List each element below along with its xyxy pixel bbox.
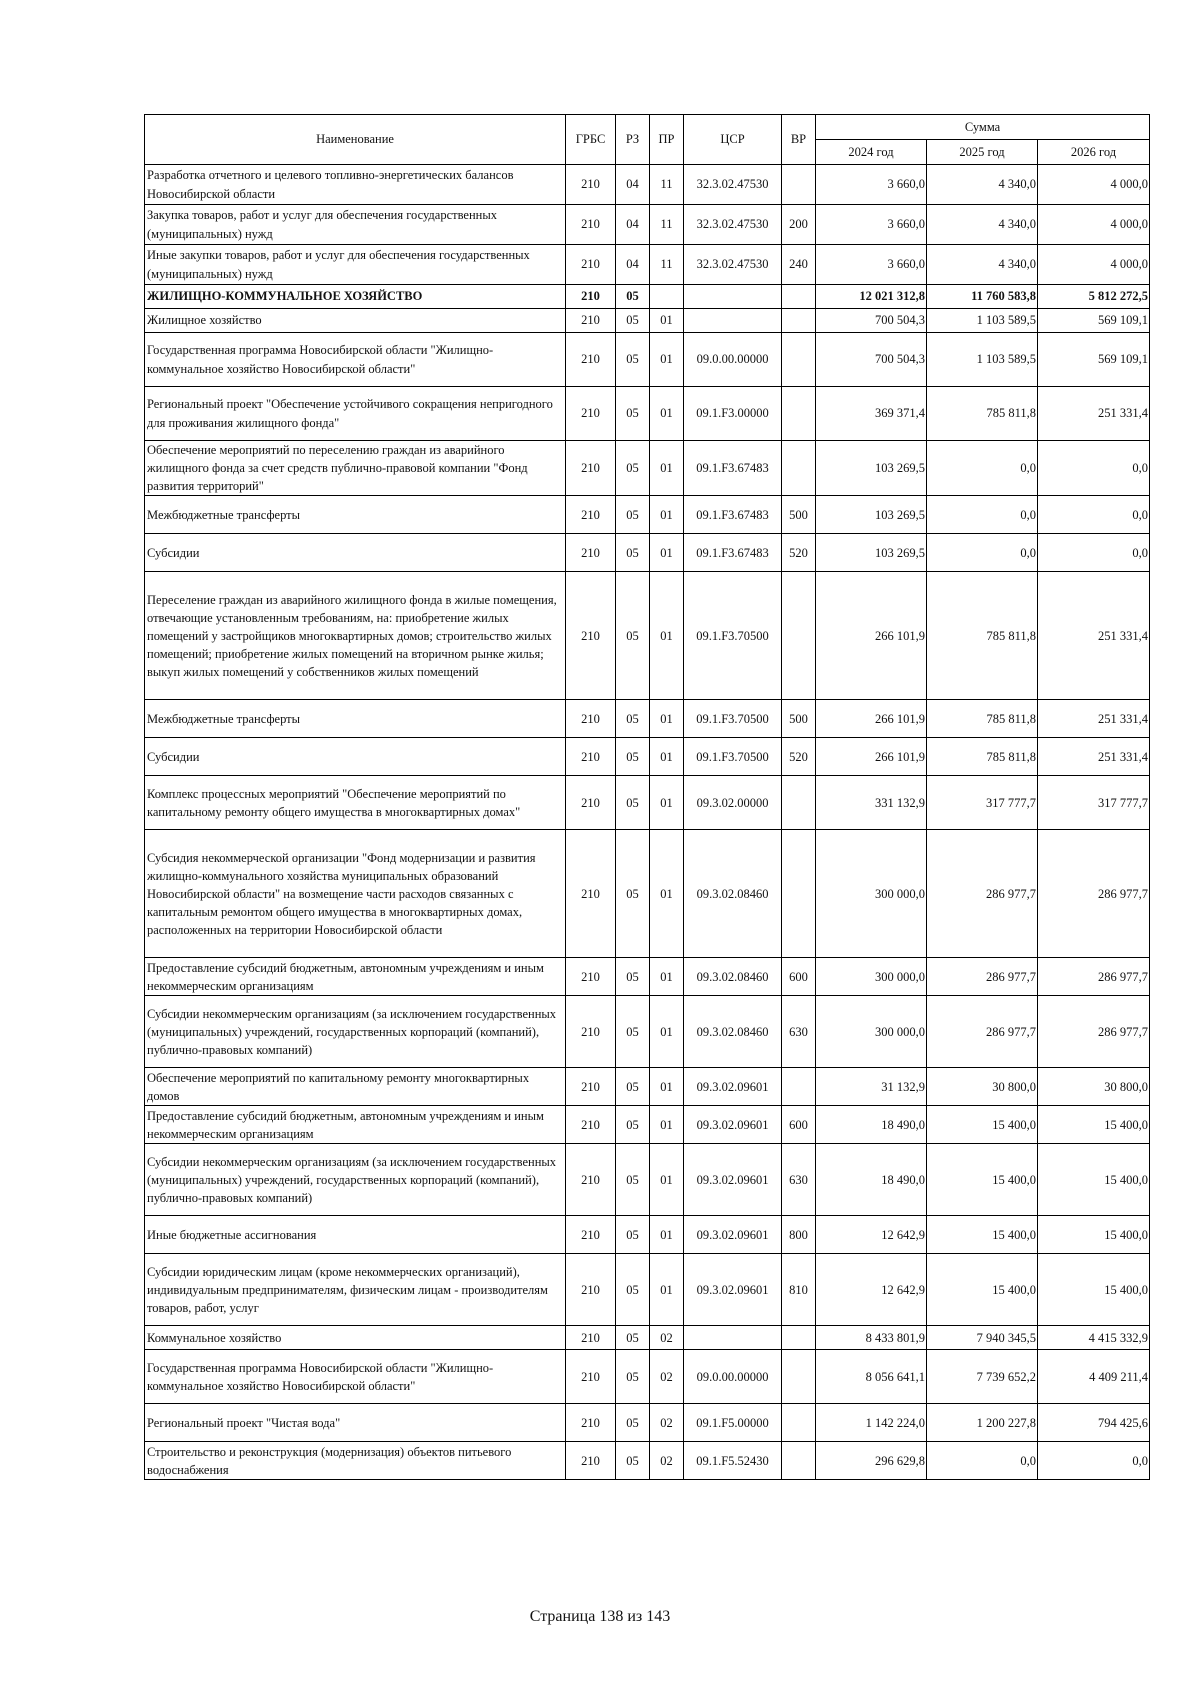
row-amount-2026: 0,0 bbox=[1038, 441, 1150, 496]
row-csr: 09.1.F3.70500 bbox=[684, 572, 782, 700]
row-amount-2025: 15 400,0 bbox=[927, 1106, 1038, 1144]
table-row bbox=[145, 996, 1150, 1068]
table-row bbox=[145, 534, 1150, 572]
row-amount-2025: 7 940 345,5 bbox=[927, 1326, 1038, 1350]
row-rz: 05 bbox=[616, 738, 650, 776]
row-vr bbox=[782, 1442, 816, 1480]
row-amount-2026: 15 400,0 bbox=[1038, 1216, 1150, 1254]
header-year-2026: 2026 год bbox=[1038, 140, 1150, 165]
row-vr bbox=[782, 776, 816, 830]
row-vr bbox=[782, 1350, 816, 1404]
row-grbs: 210 bbox=[566, 441, 616, 496]
row-pr: 11 bbox=[650, 205, 684, 245]
row-name: Субсидии bbox=[145, 738, 566, 776]
row-amount-2026: 30 800,0 bbox=[1038, 1068, 1150, 1106]
budget-table-container bbox=[144, 114, 1149, 1480]
row-pr: 01 bbox=[650, 776, 684, 830]
row-rz: 04 bbox=[616, 165, 650, 205]
row-csr: 32.3.02.47530 bbox=[684, 245, 782, 285]
row-amount-2025: 15 400,0 bbox=[927, 1144, 1038, 1216]
row-csr: 09.3.02.08460 bbox=[684, 958, 782, 996]
row-rz: 05 bbox=[616, 1326, 650, 1350]
row-csr bbox=[684, 309, 782, 333]
row-grbs: 210 bbox=[566, 534, 616, 572]
row-amount-2026: 4 000,0 bbox=[1038, 165, 1150, 205]
row-amount-2024: 3 660,0 bbox=[816, 165, 927, 205]
row-pr: 01 bbox=[650, 1106, 684, 1144]
row-amount-2024: 103 269,5 bbox=[816, 496, 927, 534]
row-vr: 810 bbox=[782, 1254, 816, 1326]
row-grbs: 210 bbox=[566, 1106, 616, 1144]
row-name: Субсидии bbox=[145, 534, 566, 572]
row-pr: 01 bbox=[650, 1144, 684, 1216]
row-name: Государственная программа Новосибирской области "Жилищно-коммунальное хозяйство Новосибирской области" bbox=[145, 1350, 566, 1404]
row-pr: 01 bbox=[650, 572, 684, 700]
row-amount-2024: 369 371,4 bbox=[816, 387, 927, 441]
table-row bbox=[145, 1350, 1150, 1404]
row-grbs: 210 bbox=[566, 1144, 616, 1216]
row-amount-2025: 15 400,0 bbox=[927, 1254, 1038, 1326]
row-amount-2026: 317 777,7 bbox=[1038, 776, 1150, 830]
row-amount-2025: 7 739 652,2 bbox=[927, 1350, 1038, 1404]
row-amount-2024: 300 000,0 bbox=[816, 830, 927, 958]
row-amount-2025: 286 977,7 bbox=[927, 830, 1038, 958]
row-pr: 01 bbox=[650, 996, 684, 1068]
row-rz: 05 bbox=[616, 958, 650, 996]
row-name: Субсидии некоммерческим организациям (за исключением государственных (муниципальных) учреждений, государственных корпораций (компаний), публично-правовых компаний) bbox=[145, 1144, 566, 1216]
row-grbs: 210 bbox=[566, 700, 616, 738]
row-name: Межбюджетные трансферты bbox=[145, 700, 566, 738]
table-body bbox=[145, 165, 1150, 1480]
row-grbs: 210 bbox=[566, 1350, 616, 1404]
row-amount-2025: 317 777,7 bbox=[927, 776, 1038, 830]
row-amount-2024: 103 269,5 bbox=[816, 534, 927, 572]
row-vr bbox=[782, 1326, 816, 1350]
row-pr: 01 bbox=[650, 309, 684, 333]
row-amount-2025: 4 340,0 bbox=[927, 165, 1038, 205]
row-name: Иные закупки товаров, работ и услуг для обеспечения государственных (муниципальных) нужд bbox=[145, 245, 566, 285]
row-amount-2024: 12 642,9 bbox=[816, 1254, 927, 1326]
row-amount-2024: 266 101,9 bbox=[816, 572, 927, 700]
row-csr: 09.3.02.09601 bbox=[684, 1106, 782, 1144]
row-grbs: 210 bbox=[566, 1216, 616, 1254]
row-csr: 09.1.F3.67483 bbox=[684, 441, 782, 496]
row-vr: 200 bbox=[782, 205, 816, 245]
row-grbs: 210 bbox=[566, 309, 616, 333]
row-amount-2026: 4 000,0 bbox=[1038, 245, 1150, 285]
row-pr: 01 bbox=[650, 700, 684, 738]
row-amount-2025: 286 977,7 bbox=[927, 958, 1038, 996]
table-row bbox=[145, 1326, 1150, 1350]
row-vr bbox=[782, 309, 816, 333]
row-vr bbox=[782, 572, 816, 700]
row-rz: 05 bbox=[616, 1442, 650, 1480]
header-sum: Сумма bbox=[816, 115, 1150, 140]
table-row bbox=[145, 285, 1150, 309]
row-grbs: 210 bbox=[566, 1326, 616, 1350]
row-csr: 09.1.F5.52430 bbox=[684, 1442, 782, 1480]
row-rz: 05 bbox=[616, 333, 650, 387]
row-name: Обеспечение мероприятий по переселению граждан из аварийного жилищного фонда за счет средств публично-правовой компании "Фонд развития территорий" bbox=[145, 441, 566, 496]
row-pr: 11 bbox=[650, 165, 684, 205]
row-name: Государственная программа Новосибирской области "Жилищно-коммунальное хозяйство Новосибирской области" bbox=[145, 333, 566, 387]
row-csr: 09.3.02.08460 bbox=[684, 996, 782, 1068]
page-number: Страница 138 из 143 bbox=[529, 1608, 671, 1625]
row-pr: 01 bbox=[650, 1068, 684, 1106]
row-pr: 01 bbox=[650, 1216, 684, 1254]
row-amount-2024: 1 142 224,0 bbox=[816, 1404, 927, 1442]
row-vr: 520 bbox=[782, 534, 816, 572]
row-grbs: 210 bbox=[566, 1404, 616, 1442]
row-rz: 05 bbox=[616, 1144, 650, 1216]
row-amount-2024: 8 056 641,1 bbox=[816, 1350, 927, 1404]
row-amount-2026: 0,0 bbox=[1038, 496, 1150, 534]
row-name: Региональный проект "Обеспечение устойчивого сокращения непригодного для проживания жилищного фонда" bbox=[145, 387, 566, 441]
row-amount-2025: 785 811,8 bbox=[927, 700, 1038, 738]
row-csr: 09.0.00.00000 bbox=[684, 1350, 782, 1404]
row-rz: 05 bbox=[616, 1216, 650, 1254]
table-row bbox=[145, 1144, 1150, 1216]
row-amount-2026: 4 415 332,9 bbox=[1038, 1326, 1150, 1350]
header-year-2024: 2024 год bbox=[816, 140, 927, 165]
row-amount-2026: 15 400,0 bbox=[1038, 1106, 1150, 1144]
row-csr bbox=[684, 285, 782, 309]
row-amount-2025: 11 760 583,8 bbox=[927, 285, 1038, 309]
row-name: ЖИЛИЩНО-КОММУНАЛЬНОЕ ХОЗЯЙСТВО bbox=[145, 285, 566, 309]
row-rz: 05 bbox=[616, 1404, 650, 1442]
row-grbs: 210 bbox=[566, 738, 616, 776]
row-pr: 02 bbox=[650, 1404, 684, 1442]
row-grbs: 210 bbox=[566, 1442, 616, 1480]
row-vr: 630 bbox=[782, 996, 816, 1068]
row-csr: 32.3.02.47530 bbox=[684, 205, 782, 245]
row-amount-2024: 266 101,9 bbox=[816, 738, 927, 776]
row-amount-2026: 286 977,7 bbox=[1038, 830, 1150, 958]
row-amount-2026: 0,0 bbox=[1038, 534, 1150, 572]
row-rz: 05 bbox=[616, 387, 650, 441]
budget-table bbox=[144, 114, 1150, 1480]
row-amount-2025: 4 340,0 bbox=[927, 205, 1038, 245]
row-name: Переселение граждан из аварийного жилищного фонда в жилые помещения, отвечающие установленным требованиям, на: приобретение жилых помещений у застройщиков многоквартирных домов; строительство жилых помещений; приобретение жилых помещений на вторичном рынке жилья; выкуп жилых помещений у собственников жилых помещений bbox=[145, 572, 566, 700]
table-row bbox=[145, 1404, 1150, 1442]
row-pr: 01 bbox=[650, 496, 684, 534]
row-amount-2024: 700 504,3 bbox=[816, 333, 927, 387]
row-pr: 01 bbox=[650, 1254, 684, 1326]
row-vr: 500 bbox=[782, 700, 816, 738]
header-vr: ВР bbox=[782, 115, 816, 165]
header-grbs: ГРБС bbox=[566, 115, 616, 165]
row-amount-2025: 4 340,0 bbox=[927, 245, 1038, 285]
row-rz: 05 bbox=[616, 441, 650, 496]
row-rz: 05 bbox=[616, 496, 650, 534]
row-amount-2026: 15 400,0 bbox=[1038, 1254, 1150, 1326]
row-vr: 630 bbox=[782, 1144, 816, 1216]
row-name: Субсидии некоммерческим организациям (за исключением государственных (муниципальных) учреждений, государственных корпораций (компаний), публично-правовых компаний) bbox=[145, 996, 566, 1068]
row-name: Коммунальное хозяйство bbox=[145, 1326, 566, 1350]
row-amount-2026: 15 400,0 bbox=[1038, 1144, 1150, 1216]
row-name: Иные бюджетные ассигнования bbox=[145, 1216, 566, 1254]
row-pr: 11 bbox=[650, 245, 684, 285]
row-pr: 01 bbox=[650, 387, 684, 441]
row-vr bbox=[782, 1404, 816, 1442]
row-grbs: 210 bbox=[566, 496, 616, 534]
row-amount-2026: 4 000,0 bbox=[1038, 205, 1150, 245]
row-rz: 05 bbox=[616, 309, 650, 333]
row-name: Жилищное хозяйство bbox=[145, 309, 566, 333]
row-rz: 04 bbox=[616, 205, 650, 245]
table-row bbox=[145, 441, 1150, 496]
row-csr: 09.3.02.08460 bbox=[684, 830, 782, 958]
row-grbs: 210 bbox=[566, 285, 616, 309]
row-vr bbox=[782, 165, 816, 205]
row-rz: 05 bbox=[616, 572, 650, 700]
table-row bbox=[145, 309, 1150, 333]
row-amount-2026: 251 331,4 bbox=[1038, 700, 1150, 738]
row-amount-2024: 331 132,9 bbox=[816, 776, 927, 830]
row-amount-2025: 15 400,0 bbox=[927, 1216, 1038, 1254]
row-rz: 05 bbox=[616, 534, 650, 572]
row-rz: 05 bbox=[616, 1106, 650, 1144]
header-csr: ЦСР bbox=[684, 115, 782, 165]
row-csr: 09.3.02.09601 bbox=[684, 1144, 782, 1216]
row-amount-2024: 8 433 801,9 bbox=[816, 1326, 927, 1350]
header-name: Наименование bbox=[145, 115, 566, 165]
row-rz: 05 bbox=[616, 1254, 650, 1326]
row-vr: 600 bbox=[782, 1106, 816, 1144]
row-rz: 05 bbox=[616, 996, 650, 1068]
row-grbs: 210 bbox=[566, 245, 616, 285]
row-grbs: 210 bbox=[566, 996, 616, 1068]
row-csr: 32.3.02.47530 bbox=[684, 165, 782, 205]
row-grbs: 210 bbox=[566, 165, 616, 205]
header-rz: РЗ bbox=[616, 115, 650, 165]
row-amount-2026: 794 425,6 bbox=[1038, 1404, 1150, 1442]
table-row bbox=[145, 387, 1150, 441]
row-amount-2025: 785 811,8 bbox=[927, 572, 1038, 700]
row-pr: 01 bbox=[650, 333, 684, 387]
row-grbs: 210 bbox=[566, 1254, 616, 1326]
row-name: Строительство и реконструкция (модернизация) объектов питьевого водоснабжения bbox=[145, 1442, 566, 1480]
row-csr: 09.1.F3.67483 bbox=[684, 496, 782, 534]
row-name: Предоставление субсидий бюджетным, автономным учреждениям и иным некоммерческим организациям bbox=[145, 958, 566, 996]
row-pr bbox=[650, 285, 684, 309]
row-grbs: 210 bbox=[566, 830, 616, 958]
row-vr: 520 bbox=[782, 738, 816, 776]
row-vr bbox=[782, 441, 816, 496]
row-amount-2026: 286 977,7 bbox=[1038, 996, 1150, 1068]
row-amount-2024: 18 490,0 bbox=[816, 1144, 927, 1216]
row-amount-2025: 0,0 bbox=[927, 441, 1038, 496]
row-grbs: 210 bbox=[566, 572, 616, 700]
row-csr: 09.1.F3.70500 bbox=[684, 738, 782, 776]
row-amount-2024: 300 000,0 bbox=[816, 958, 927, 996]
row-csr: 09.1.F3.70500 bbox=[684, 700, 782, 738]
table-row bbox=[145, 776, 1150, 830]
row-amount-2026: 286 977,7 bbox=[1038, 958, 1150, 996]
table-row bbox=[145, 165, 1150, 205]
row-rz: 04 bbox=[616, 245, 650, 285]
row-name: Межбюджетные трансферты bbox=[145, 496, 566, 534]
table-row bbox=[145, 738, 1150, 776]
row-rz: 05 bbox=[616, 700, 650, 738]
row-vr bbox=[782, 387, 816, 441]
table-row bbox=[145, 1068, 1150, 1106]
row-name: Разработка отчетного и целевого топливно-энергетических балансов Новосибирской области bbox=[145, 165, 566, 205]
row-vr bbox=[782, 830, 816, 958]
table-row bbox=[145, 1442, 1150, 1480]
row-csr: 09.3.02.09601 bbox=[684, 1254, 782, 1326]
row-amount-2024: 18 490,0 bbox=[816, 1106, 927, 1144]
row-amount-2025: 286 977,7 bbox=[927, 996, 1038, 1068]
row-grbs: 210 bbox=[566, 205, 616, 245]
row-csr bbox=[684, 1326, 782, 1350]
row-csr: 09.1.F5.00000 bbox=[684, 1404, 782, 1442]
row-rz: 05 bbox=[616, 1350, 650, 1404]
row-pr: 02 bbox=[650, 1350, 684, 1404]
table-row bbox=[145, 572, 1150, 700]
row-amount-2024: 31 132,9 bbox=[816, 1068, 927, 1106]
row-amount-2024: 12 642,9 bbox=[816, 1216, 927, 1254]
row-amount-2024: 700 504,3 bbox=[816, 309, 927, 333]
table-row bbox=[145, 245, 1150, 285]
row-csr: 09.0.00.00000 bbox=[684, 333, 782, 387]
row-csr: 09.1.F3.00000 bbox=[684, 387, 782, 441]
row-vr bbox=[782, 285, 816, 309]
row-amount-2024: 296 629,8 bbox=[816, 1442, 927, 1480]
row-grbs: 210 bbox=[566, 387, 616, 441]
row-pr: 01 bbox=[650, 738, 684, 776]
row-amount-2025: 785 811,8 bbox=[927, 387, 1038, 441]
header-pr: ПР bbox=[650, 115, 684, 165]
row-amount-2026: 569 109,1 bbox=[1038, 333, 1150, 387]
table-row bbox=[145, 333, 1150, 387]
row-name: Субсидии юридическим лицам (кроме некоммерческих организаций), индивидуальным предпринимателям, физическим лицам - производителям товаров, работ, услуг bbox=[145, 1254, 566, 1326]
row-pr: 01 bbox=[650, 534, 684, 572]
row-vr: 500 bbox=[782, 496, 816, 534]
row-amount-2026: 251 331,4 bbox=[1038, 387, 1150, 441]
row-pr: 02 bbox=[650, 1442, 684, 1480]
row-amount-2024: 3 660,0 bbox=[816, 205, 927, 245]
row-vr: 240 bbox=[782, 245, 816, 285]
table-row bbox=[145, 958, 1150, 996]
table-header bbox=[145, 115, 1150, 165]
row-amount-2026: 5 812 272,5 bbox=[1038, 285, 1150, 309]
table-row bbox=[145, 205, 1150, 245]
row-vr bbox=[782, 333, 816, 387]
row-amount-2024: 266 101,9 bbox=[816, 700, 927, 738]
row-csr: 09.3.02.09601 bbox=[684, 1068, 782, 1106]
row-rz: 05 bbox=[616, 830, 650, 958]
row-amount-2024: 3 660,0 bbox=[816, 245, 927, 285]
row-name: Предоставление субсидий бюджетным, автономным учреждениям и иным некоммерческим организациям bbox=[145, 1106, 566, 1144]
row-vr bbox=[782, 1068, 816, 1106]
row-amount-2024: 103 269,5 bbox=[816, 441, 927, 496]
row-name: Региональный проект "Чистая вода" bbox=[145, 1404, 566, 1442]
row-grbs: 210 bbox=[566, 958, 616, 996]
header-year-2025: 2025 год bbox=[927, 140, 1038, 165]
table-row bbox=[145, 700, 1150, 738]
row-rz: 05 bbox=[616, 285, 650, 309]
row-csr: 09.1.F3.67483 bbox=[684, 534, 782, 572]
row-amount-2025: 30 800,0 bbox=[927, 1068, 1038, 1106]
row-csr: 09.3.02.00000 bbox=[684, 776, 782, 830]
row-name: Обеспечение мероприятий по капитальному ремонту многоквартирных домов bbox=[145, 1068, 566, 1106]
row-amount-2025: 1 200 227,8 bbox=[927, 1404, 1038, 1442]
row-vr: 600 bbox=[782, 958, 816, 996]
row-amount-2026: 569 109,1 bbox=[1038, 309, 1150, 333]
row-amount-2024: 12 021 312,8 bbox=[816, 285, 927, 309]
row-amount-2026: 251 331,4 bbox=[1038, 572, 1150, 700]
table-row bbox=[145, 1216, 1150, 1254]
row-amount-2025: 1 103 589,5 bbox=[927, 309, 1038, 333]
row-amount-2026: 251 331,4 bbox=[1038, 738, 1150, 776]
table-row bbox=[145, 496, 1150, 534]
row-name: Комплекс процессных мероприятий "Обеспечение мероприятий по капитальному ремонту общего имущества в многоквартирных домах" bbox=[145, 776, 566, 830]
row-name: Закупка товаров, работ и услуг для обеспечения государственных (муниципальных) нужд bbox=[145, 205, 566, 245]
row-amount-2025: 785 811,8 bbox=[927, 738, 1038, 776]
table-row bbox=[145, 1106, 1150, 1144]
row-amount-2026: 4 409 211,4 bbox=[1038, 1350, 1150, 1404]
row-amount-2025: 1 103 589,5 bbox=[927, 333, 1038, 387]
row-grbs: 210 bbox=[566, 333, 616, 387]
table-row bbox=[145, 1254, 1150, 1326]
row-pr: 01 bbox=[650, 958, 684, 996]
row-csr: 09.3.02.09601 bbox=[684, 1216, 782, 1254]
row-amount-2025: 0,0 bbox=[927, 1442, 1038, 1480]
row-grbs: 210 bbox=[566, 1068, 616, 1106]
row-name: Субсидия некоммерческой организации "Фонд модернизации и развития жилищно-коммунального хозяйства муниципальных образований Новосибирской области" на возмещение части расходов связанных с капитальным ремонтом общего имущества в многоквартирных домах, расположенных на территории Новосибирской области bbox=[145, 830, 566, 958]
row-pr: 02 bbox=[650, 1326, 684, 1350]
row-pr: 01 bbox=[650, 830, 684, 958]
table-row bbox=[145, 830, 1150, 958]
row-amount-2025: 0,0 bbox=[927, 496, 1038, 534]
row-amount-2025: 0,0 bbox=[927, 534, 1038, 572]
row-rz: 05 bbox=[616, 776, 650, 830]
row-amount-2026: 0,0 bbox=[1038, 1442, 1150, 1480]
row-pr: 01 bbox=[650, 441, 684, 496]
row-grbs: 210 bbox=[566, 776, 616, 830]
row-vr: 800 bbox=[782, 1216, 816, 1254]
row-rz: 05 bbox=[616, 1068, 650, 1106]
row-amount-2024: 300 000,0 bbox=[816, 996, 927, 1068]
